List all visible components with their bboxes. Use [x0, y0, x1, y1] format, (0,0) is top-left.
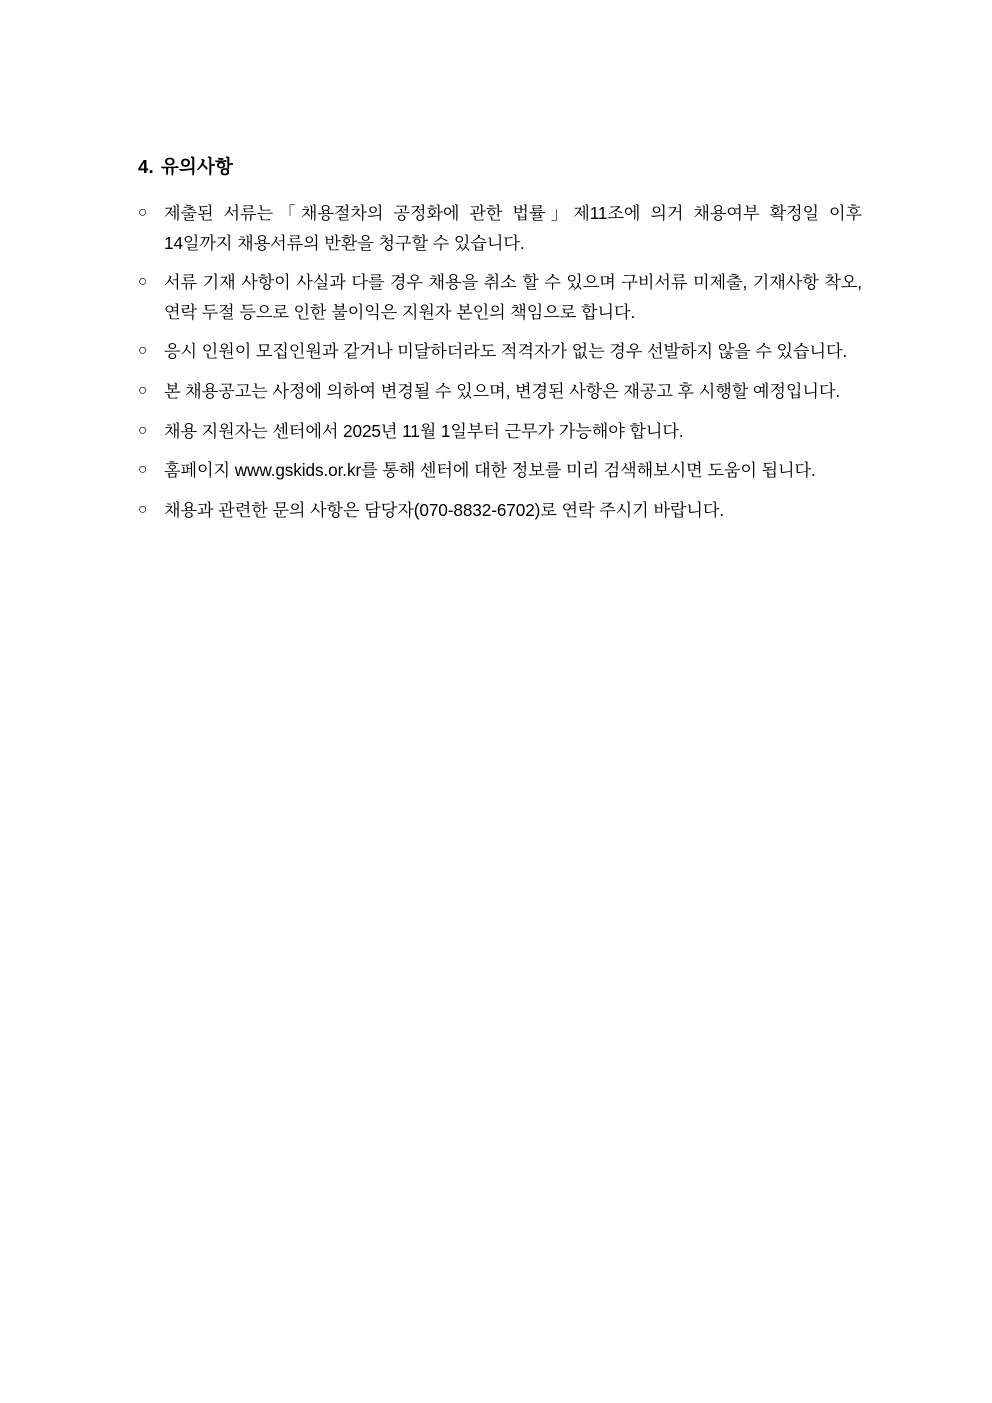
section-number: 4.	[138, 156, 154, 177]
circle-bullet-icon: ○	[138, 381, 148, 399]
notice-text: 채용 지원자는 센터에서 2025년 11월 1일부터 근무가 가능해야 합니다.	[164, 420, 684, 441]
circle-bullet-icon: ○	[138, 204, 148, 222]
notice-text: 채용과 관련한 문의 사항은 담당자(070-8832-6702)로 연락 주시기 바랍니다.	[164, 499, 725, 520]
list-item	[138, 417, 862, 447]
notice-text: 본 채용공고는 사정에 의하여 변경될 수 있으며, 변경된 사항은 재공고 후 시행할 예정입니다.	[164, 380, 841, 401]
list-item	[138, 268, 862, 327]
notice-text: 서류 기재 사항이 사실과 다를 경우 채용을 취소 할 수 있으며 구비서류 미제출, 기재사항 착오, 연락 두절 등으로 인한 불이익은 지원자 본인의 책임으로 합니다.	[164, 272, 862, 322]
notice-text: 홈페이지 www.gskids.or.kr를 통해 센터에 대한 정보를 미리 검색해보시면 도움이 됩니다.	[164, 460, 816, 481]
list-item	[138, 496, 862, 526]
list-item	[138, 377, 862, 407]
circle-bullet-icon: ○	[138, 500, 148, 518]
notice-list	[138, 199, 862, 525]
circle-bullet-icon: ○	[138, 342, 148, 360]
list-item	[138, 199, 862, 258]
circle-bullet-icon: ○	[138, 461, 148, 479]
list-item	[138, 337, 862, 367]
circle-bullet-icon: ○	[138, 421, 148, 439]
notice-text: 응시 인원이 모집인원과 같거나 미달하더라도 적격자가 없는 경우 선발하지 않을 수 있습니다.	[164, 341, 848, 362]
page-title	[138, 155, 862, 179]
list-item	[138, 456, 862, 486]
section-title-text: 유의사항	[160, 156, 234, 177]
notice-text: 제출된 서류는「채용절차의 공정화에 관한 법률」제11조에 의거 채용여부 확정일 이후 14일까지 채용서류의 반환을 청구할 수 있습니다.	[164, 203, 862, 253]
circle-bullet-icon: ○	[138, 273, 148, 291]
